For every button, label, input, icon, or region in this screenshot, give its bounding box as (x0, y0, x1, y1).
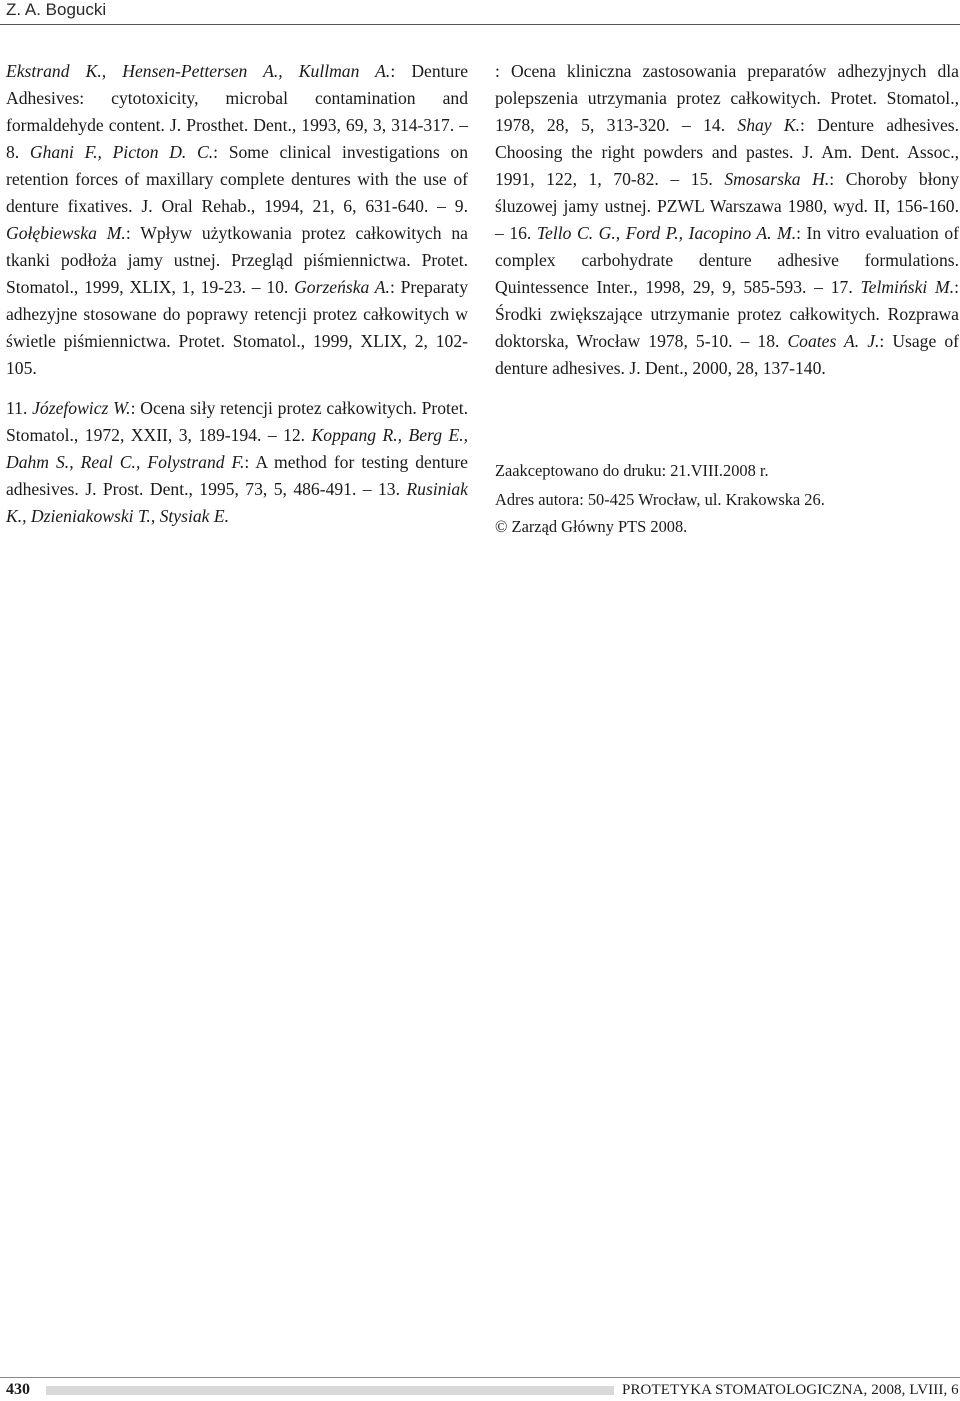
footer-rule (0, 1377, 960, 1378)
ref-text: : Usage of denture adhesives. J. Dent., 2000, 28, 137-140. (495, 331, 959, 378)
ref-text: : Ocena kliniczna zastosowania preparatów adhezyjnych dla polepszenia utrzymania protez całkowitych. Protet. Stomatol., 1978, 28, 5, 313-320. – 14. (495, 61, 959, 135)
ref-text: : In vitro evaluation of complex carbohydrate denture adhesive formulations. Quintessence Inter., 1998, 29, 9, 585-593. – 17. (495, 223, 959, 297)
ref-text: : Denture adhesives. Choosing the right powders and pastes. J. Am. Dent. Assoc., 1991, 122, 1, 70-82. – 15. (495, 115, 959, 189)
ref-text: : Środki zwiększające utrzymanie protez całkowitych. Rozprawa doktorska, Wrocław 1978, 5-10. – 18. (495, 277, 959, 351)
ref-authors: Ghani F., Picton D. C. (29, 142, 214, 162)
ref-text: : Some clinical investigations on retention forces of maxillary complete dentures with the use of denture fixatives. J. Oral Rehab., 1994, 21, 6, 631-640. – 9. (6, 142, 468, 216)
ref-authors: Rusiniak K., Dzieniakowski T., Stysiak E. (6, 479, 468, 526)
ref-authors: Gołębiewska M. (6, 223, 126, 243)
ref-authors: Telmiński M. (860, 277, 955, 297)
references-right-column (495, 58, 959, 382)
copyright-notice: © Zarząd Główny PTS 2008. (495, 517, 688, 536)
ref-authors: Koppang R., Berg E., Dahm S., Real C., Folystrand F. (6, 425, 468, 472)
ref-authors: Tello C. G., Ford P., Iacopino A. M. (536, 223, 797, 243)
ref-authors: Józefowicz W. (32, 398, 131, 418)
journal-name: PROTETYKA STOMATOLOGICZNA, 2008, LVIII, 6 (622, 1382, 959, 1398)
ref-authors: Shay K. (737, 115, 801, 135)
footer-bar (46, 1386, 614, 1395)
references-left-column (6, 58, 468, 530)
running-head: Z. A. Bogucki (6, 0, 107, 19)
ref-text: : Denture Adhesives: cytotoxicity, microbal contamination and formaldehyde content. J. Prosthet. Dent., 1993, 69, 3, 314-317. – 8. (6, 61, 469, 162)
ref-authors: Gorzeńska A. (294, 277, 390, 297)
header-rule (0, 24, 960, 25)
ref-number: 11. (6, 398, 33, 418)
page-number: 430 (6, 1381, 30, 1398)
references-block-7-10 (6, 58, 468, 382)
references-block-13-18 (495, 58, 959, 382)
ref-authors: Ekstrand K., Hensen-Pettersen A., Kullman A. (6, 61, 391, 81)
ref-text: : Preparaty adhezyjne stosowane do poprawy retencji protez całkowitych w świetle piśmiennictwa. Protet. Stomatol., 1999, XLIX, 2, 102-105. (6, 277, 468, 378)
ref-text: : Ocena siły retencji protez całkowitych. Protet. Stomatol., 1972, XXII, 3, 189-194. – 12. (6, 398, 469, 445)
accepted-date: Zaakceptowano do druku: 21.VIII.2008 r. (495, 461, 769, 480)
references-block-11-13 (6, 395, 468, 530)
ref-authors: Smosarska H. (724, 169, 830, 189)
ref-text: : Wpływ użytkowania protez całkowitych na tkanki podłoża jamy ustnej. Przegląd piśmiennictwa. Protet. Stomatol., 1999, XLIX, 1, 19-23. – 10. (6, 223, 468, 297)
ref-text: : A method for testing denture adhesives. J. Prost. Dent., 1995, 73, 5, 486-491. – 13. (6, 452, 468, 499)
ref-authors: Coates A. J. (787, 331, 880, 351)
author-address: Adres autora: 50-425 Wrocław, ul. Krakowska 26. (495, 490, 825, 509)
ref-text: : Choroby błony śluzowej jamy ustnej. PZWL Warszawa 1980, wyd. II, 156-160. – 16. (495, 169, 959, 243)
